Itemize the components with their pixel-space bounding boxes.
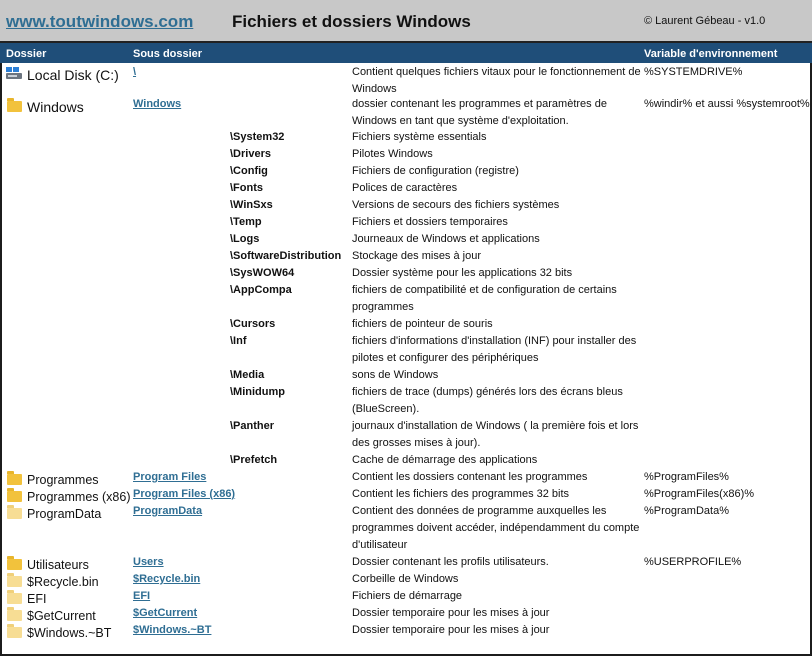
description-text: dossier contenant les programmes et paramètres de Windows en tant que système d'exploitation. bbox=[352, 98, 607, 127]
subdir-name: \Drivers bbox=[230, 148, 271, 160]
col-header-variable: Variable d'environnement bbox=[644, 48, 778, 60]
description-text: Cache de démarrage des applications bbox=[352, 454, 538, 466]
subfolder-link-windows-bt[interactable]: $Windows.~BT bbox=[133, 624, 212, 636]
subfolder-link-windows[interactable]: Windows bbox=[133, 98, 182, 110]
col-header-dossier: Dossier bbox=[6, 48, 47, 60]
credit-text: © Laurent Gébeau - v1.0 bbox=[644, 15, 766, 27]
description-text: Versions de secours des fichiers systèmes bbox=[352, 199, 560, 211]
folder-light-icon bbox=[7, 508, 22, 519]
disk-icon bbox=[5, 66, 23, 80]
folder-light-icon bbox=[7, 610, 22, 621]
folder-name: Programmes (x86) bbox=[27, 490, 131, 504]
subdir-name: \System32 bbox=[230, 131, 285, 143]
folder-light-icon bbox=[7, 576, 22, 587]
env-variable: %ProgramFiles(x86)% bbox=[644, 488, 755, 500]
subdir-name: \Fonts bbox=[230, 182, 263, 194]
folder-light-icon bbox=[7, 593, 22, 604]
page-title: Fichiers et dossiers Windows bbox=[232, 12, 471, 31]
folder-name: $Windows.~BT bbox=[27, 626, 112, 640]
description-text: fichiers d'informations d'installation (INF) pour installer des pilotes et configurer des périphériques bbox=[352, 335, 637, 364]
description-text: Journeaux de Windows et applications bbox=[352, 233, 540, 245]
description-text: Stockage des mises à jour bbox=[352, 250, 482, 262]
folder-icon bbox=[7, 491, 22, 502]
description-text: Pilotes Windows bbox=[352, 148, 433, 160]
description-text: Dossier système pour les applications 32 bits bbox=[352, 267, 573, 279]
subdir-name: \SysWOW64 bbox=[230, 267, 295, 279]
folder-icon bbox=[7, 474, 22, 485]
description-text: Fichiers système essentials bbox=[352, 131, 487, 143]
folder-name: Utilisateurs bbox=[27, 558, 89, 572]
subfolder-link-program-files[interactable]: Program Files bbox=[133, 471, 207, 483]
description-text: fichiers de trace (dumps) générés lors des écrans bleus (BlueScreen). bbox=[352, 386, 623, 415]
env-variable: %SYSTEMDRIVE% bbox=[644, 66, 743, 78]
description-text: Corbeille de Windows bbox=[352, 573, 459, 585]
subfolder-link-root[interactable]: \ bbox=[133, 66, 137, 78]
description-text: Fichiers et dossiers temporaires bbox=[352, 216, 508, 228]
table-header bbox=[0, 43, 812, 63]
folder-name: $GetCurrent bbox=[27, 609, 96, 623]
env-variable: %ProgramFiles% bbox=[644, 471, 729, 483]
subdir-name: \Logs bbox=[230, 233, 260, 245]
description-text: Polices de caractères bbox=[352, 182, 458, 194]
description-text: Contient des données de programme auxquelles les programmes doivent accéder, indépendamment du compte d'utilisateur bbox=[352, 505, 640, 551]
subdir-name: \Config bbox=[230, 165, 268, 177]
description-text: fichiers de pointeur de souris bbox=[352, 318, 493, 330]
subdir-name: \AppCompa bbox=[230, 284, 292, 296]
subdir-name: \Cursors bbox=[230, 318, 276, 330]
description-text: Contient les fichiers des programmes 32 bits bbox=[352, 488, 570, 500]
subfolder-link-efi[interactable]: EFI bbox=[133, 590, 151, 602]
subdir-name: \Inf bbox=[230, 335, 247, 347]
folder-name: Local Disk (C:) bbox=[27, 67, 119, 83]
folder-name: EFI bbox=[27, 592, 47, 606]
subfolder-link-users[interactable]: Users bbox=[133, 556, 164, 568]
subfolder-link-recycle-bin[interactable]: $Recycle.bin bbox=[133, 573, 201, 585]
subdir-name: \WinSxs bbox=[230, 199, 273, 211]
description-text: Contient les dossiers contenant les programmes bbox=[352, 471, 588, 483]
subdir-name: \Prefetch bbox=[230, 454, 278, 466]
subfolder-link-getcurrent[interactable]: $GetCurrent bbox=[133, 607, 198, 619]
subdir-name: \Panther bbox=[230, 420, 275, 432]
folder-icon bbox=[7, 101, 22, 112]
description-text: Dossier contenant les profils utilisateurs. bbox=[352, 556, 549, 568]
subfolder-link-programdata[interactable]: ProgramData bbox=[133, 505, 203, 517]
description-text: Fichiers de configuration (registre) bbox=[352, 165, 519, 177]
folder-name: ProgramData bbox=[27, 507, 102, 521]
subdir-name: \Minidump bbox=[230, 386, 285, 398]
subdir-name: \Media bbox=[230, 369, 265, 381]
env-variable: %windir% et aussi %systemroot% bbox=[644, 98, 810, 110]
subdir-name: \Temp bbox=[230, 216, 262, 228]
env-variable: %ProgramData% bbox=[644, 505, 729, 517]
description-text: Fichiers de démarrage bbox=[352, 590, 463, 602]
description-text: Dossier temporaire pour les mises à jour bbox=[352, 607, 550, 619]
description-text: fichiers de compatibilité et de configuration de certains programmes bbox=[352, 284, 617, 313]
col-header-sous-dossier: Sous dossier bbox=[133, 48, 203, 60]
folder-icon bbox=[7, 559, 22, 570]
env-variable: %USERPROFILE% bbox=[644, 556, 742, 568]
description-text: sons de Windows bbox=[352, 369, 439, 381]
site-link[interactable]: www.toutwindows.com bbox=[6, 12, 194, 31]
top-bar bbox=[0, 0, 812, 43]
subfolder-link-program-files-x86[interactable]: Program Files (x86) bbox=[133, 488, 236, 500]
folder-name: Windows bbox=[27, 99, 84, 115]
description-text: Dossier temporaire pour les mises à jour bbox=[352, 624, 550, 636]
folder-name: $Recycle.bin bbox=[27, 575, 99, 589]
description-text: journaux d'installation de Windows ( la première fois et lors des grosses mises à jour). bbox=[352, 420, 639, 449]
folder-name: Programmes bbox=[27, 473, 99, 487]
description-text: Contient quelques fichiers vitaux pour le fonctionnement de Windows bbox=[352, 66, 641, 95]
folder-light-icon bbox=[7, 627, 22, 638]
subdir-name: \SoftwareDistribution bbox=[230, 250, 342, 262]
